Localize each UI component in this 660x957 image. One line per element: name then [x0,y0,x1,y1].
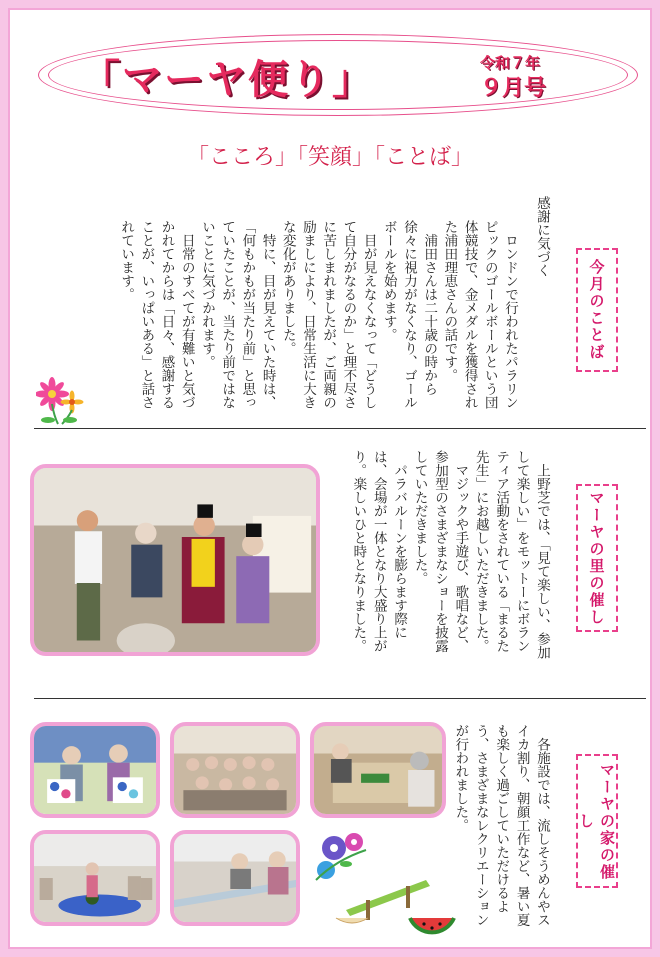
section3-line: も楽しく過ごしていただけるよ [493,724,510,913]
morning-glory-icon [316,833,366,880]
photo-magic-show [30,464,320,656]
summer-decoration-icon [306,830,456,940]
watermelon-icon [410,918,454,932]
section2-line: 上野芝では、「見て楽しい、参加 [534,450,550,660]
section2-line: ティア活動をされている「まるた [493,450,510,653]
label-sato: マーヤの里の催し [576,484,618,632]
newsletter-title: 「マーヤ便り」 [80,57,374,103]
theme-heading: 「こころ」「笑顔」「ことば」 [186,145,473,170]
photo-nagashi-somen [170,830,300,926]
label-ie: マーヤの家の催し [576,754,618,888]
section1-line: 目が見えなくなって「どうし [360,220,377,409]
section2-line: していただきました。 [411,450,428,585]
newsletter-page [8,8,652,949]
section2-line: 参加型のさまざまなショーを披露 [431,450,448,653]
section3-line: う、さまざまなレクリエーション [472,724,489,927]
section1-line: 体競技で、金メダルを獲得され [461,220,478,409]
section1-line: 日常のすべてが有難いと気づ [178,220,195,409]
section1-line: いことに気づかれます。 [198,220,215,369]
section2-line: して楽しい」をモットーにボラン [513,450,530,653]
section2-body [348,450,552,682]
section1-line: れています。 [118,220,135,301]
section3-line: イカ割り、朝顔工作など、暑い夏 [513,724,530,927]
section1-line: 励ましにより、日常生活に大き [299,220,316,409]
issue-info [480,52,546,102]
section1-line: ボールを始めます。 [380,220,397,342]
photo-group-event [170,722,300,818]
flower-icon [36,376,86,426]
photo-watermelon-split [30,830,160,926]
section1-line: ピックのゴールボールという団 [481,220,498,409]
section1-body [116,220,520,428]
bamboo-slide-icon [336,880,430,923]
section2-line: 先生」にお越しいただきました。 [472,450,489,653]
divider-2 [34,698,646,699]
section2-line: マジックや手遊び、歌唱など、 [452,450,469,653]
section1-line: ロンドンで行われたパラリン [502,220,518,409]
section2-line: パラバルーンを膨らます際に [391,450,408,639]
section1-line: ことが、いっぱいある」と話さ [138,220,155,409]
divider-1 [34,428,646,429]
section1-line: た浦田理恵さんの話です。 [441,220,458,382]
section1-line: な変化がありました。 [279,220,296,355]
section2-line: り。楽しいひと時となりました。 [350,450,367,653]
section1-heading: 感謝に気づく [534,196,550,277]
section1-line: に苦しまれましたが、ご両親の [320,220,337,409]
section1-line: て自分がなるのか」と理不尽さ [340,220,357,409]
section1-line: 特に、目が見えていた時は、 [259,220,276,409]
section1-line: 浦田さんは二十歳の時から [421,220,438,396]
photo-morning-glory-craft [30,722,160,818]
issue-era: 令和７年 [480,54,541,72]
section2-line: は、会場が一体となり大盛り上が [370,450,387,653]
section3-line: 各施設では、流しそうめんやス [534,724,550,927]
issue-month: ９月号 [480,76,547,101]
section1-line: かれてからは「日々、感謝する [158,220,175,409]
section3-line: が行われました。 [452,724,469,832]
photo-table-activity [310,722,446,818]
section3-body [450,724,552,949]
section1-line: 「何もかもが当たり前」と思っ [239,220,256,409]
section1-line: 徐々に視力がなくなり、ゴール [400,220,417,409]
label-kotoba: 今月のことば [576,248,618,372]
section1-line: ていたことが、当たり前ではな [219,220,236,409]
